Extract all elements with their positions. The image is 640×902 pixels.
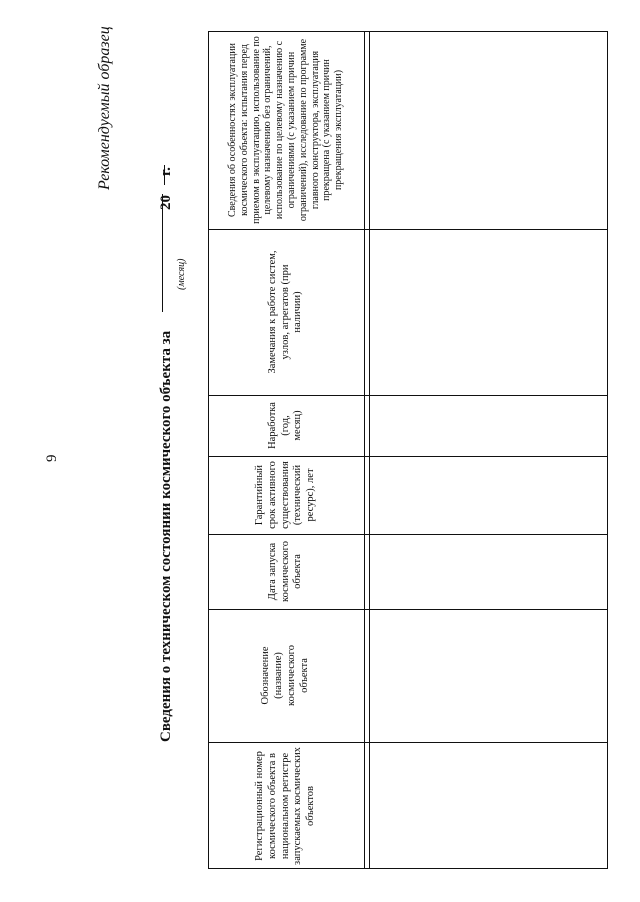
header-registration-number: Регистрационный номер космического объекта в национальном регистре запускаемых космических объектов xyxy=(254,747,317,865)
year-suffix: г. xyxy=(158,167,174,176)
page-number: 9 xyxy=(44,454,60,462)
header-operation-details: Сведения об особенностях эксплуатации космического объекта: испытания перед приемом в эксплуатацию, использование по целевому назначению без ограничений, использование по целевому назначению с ограничениями (с указанием причин ограничений), исследование по программе главного конструктора, эксплуатация прекращена (с указанием причин прекращения эксплуатации) xyxy=(227,36,345,224)
month-caption: (месяц) xyxy=(176,258,187,290)
header-launch-date: Дата запуска космического объекта xyxy=(266,541,304,602)
recommended-sample-label: Рекомендуемый образец xyxy=(96,26,113,190)
header-warranty-period: Гарантийный срок активного существования (технический ресурс), лет xyxy=(254,461,317,529)
year-prefix: 20 xyxy=(158,195,174,210)
header-remarks: Замечания к работе систем, узлов, агрегатов (при наличии) xyxy=(266,250,304,374)
month-blank-line xyxy=(162,194,163,312)
header-operating-time: Наработка (год, месяц) xyxy=(266,402,304,449)
header-designation: Обозначение (название) космического объекта xyxy=(260,645,310,706)
row-divider xyxy=(364,31,365,869)
row-divider xyxy=(369,31,370,869)
form-title: Сведения о техническом состоянии космического объекта за xyxy=(158,330,174,742)
table-border-right xyxy=(607,31,608,869)
report-table xyxy=(208,31,608,869)
